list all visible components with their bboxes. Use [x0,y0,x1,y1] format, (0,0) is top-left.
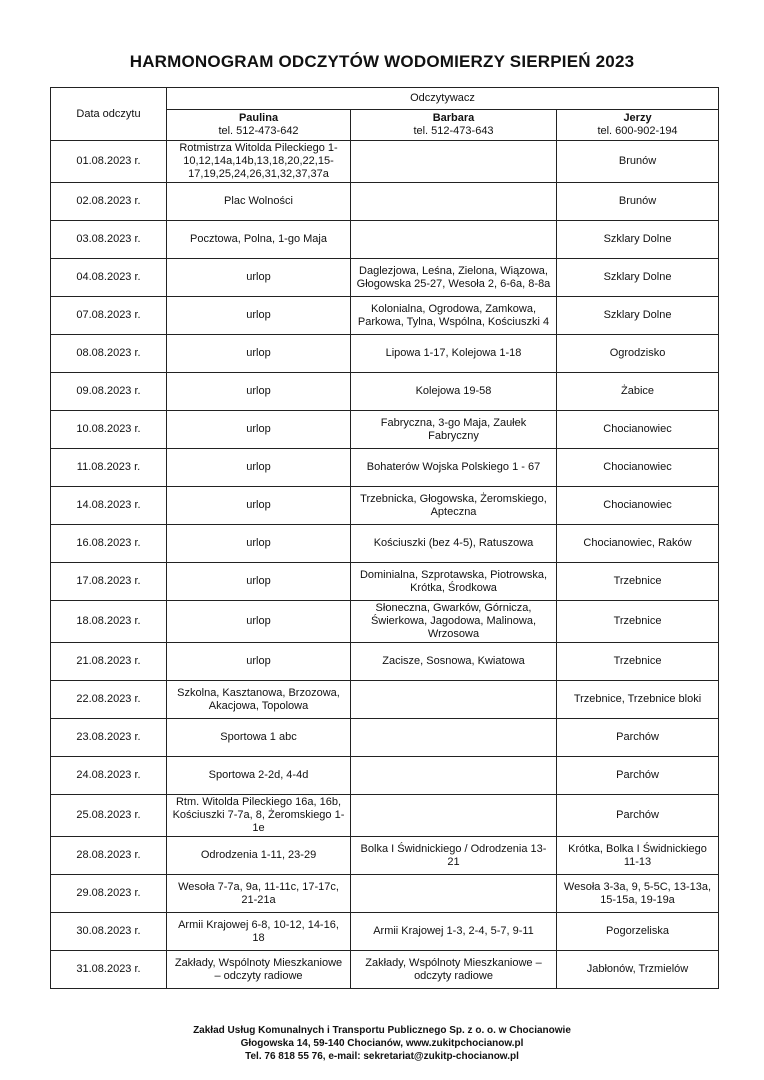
paulina-cell: Armii Krajowej 6-8, 10-12, 14-16, 18 [167,913,351,951]
barbara-cell [351,719,557,757]
jerzy-cell: Jabłonów, Trzmielów [557,951,719,989]
paulina-cell: urlop [167,563,351,601]
barbara-cell: Trzebnicka, Głogowska, Żeromskiego, Apteczna [351,487,557,525]
table-row [51,913,719,951]
reader-header-barbara [351,110,557,141]
reader-name: Jerzy [623,112,652,124]
reader-name: Paulina [238,112,279,124]
date-cell: 16.08.2023 r. [51,525,167,563]
paulina-cell: urlop [167,411,351,449]
reader-phone: tel. 512-473-643 [413,125,494,137]
jerzy-cell: Trzebnice, Trzebnice bloki [557,681,719,719]
jerzy-cell: Brunów [557,183,719,221]
table-row [51,875,719,913]
table-row [51,719,719,757]
paulina-cell: Rtm. Witolda Pileckiego 16a, 16b, Kościuszki 7-7a, 8, Żeromskiego 1-1e [167,795,351,837]
paulina-cell: urlop [167,487,351,525]
date-cell: 14.08.2023 r. [51,487,167,525]
barbara-cell: Bolka I Świdnickiego / Odrodzenia 13-21 [351,837,557,875]
jerzy-cell: Szklary Dolne [557,297,719,335]
table-row [51,837,719,875]
barbara-cell: Zakłady, Wspólnoty Mieszkaniowe – odczyty radiowe [351,951,557,989]
table-row [51,601,719,643]
jerzy-cell: Chocianowiec, Raków [557,525,719,563]
footer-company-name: Zakład Usług Komunalnych i Transportu Publicznego Sp. z o. o. w Chocianowie [193,1025,571,1036]
jerzy-cell: Żabice [557,373,719,411]
date-cell: 03.08.2023 r. [51,221,167,259]
document-title: HARMONOGRAM ODCZYTÓW WODOMIERZY SIERPIEŃ 2023 [129,52,635,71]
date-cell: 07.08.2023 r. [51,297,167,335]
jerzy-cell: Chocianowiec [557,487,719,525]
jerzy-cell: Ogrodzisko [557,335,719,373]
reader-phone: tel. 512-473-642 [218,125,299,137]
table-row [51,795,719,837]
jerzy-cell: Trzebnice [557,643,719,681]
table-row [51,487,719,525]
jerzy-cell: Pogorzeliska [557,913,719,951]
table-row [51,563,719,601]
barbara-cell [351,141,557,183]
date-cell: 09.08.2023 r. [51,373,167,411]
date-cell: 23.08.2023 r. [51,719,167,757]
table-row [51,411,719,449]
barbara-cell [351,757,557,795]
jerzy-cell: Chocianowiec [557,411,719,449]
barbara-cell: Daglezjowa, Leśna, Zielona, Wiązowa, Głogowska 25-27, Wesoła 2, 6-6a, 8-8a [351,259,557,297]
date-cell: 30.08.2023 r. [51,913,167,951]
paulina-cell: Odrodzenia 1-11, 23-29 [167,837,351,875]
paulina-cell: Plac Wolności [167,183,351,221]
jerzy-cell: Trzebnice [557,601,719,643]
barbara-cell [351,221,557,259]
barbara-cell [351,795,557,837]
table-row [51,757,719,795]
footer-address: Głogowska 14, 59-140 Chocianów, www.zukitpchocianow.pl [240,1038,524,1049]
date-cell: 28.08.2023 r. [51,837,167,875]
jerzy-cell: Chocianowiec [557,449,719,487]
reader-phone: tel. 600-902-194 [597,125,678,137]
paulina-cell: urlop [167,525,351,563]
paulina-cell: Szkolna, Kasztanowa, Brzozowa, Akacjowa, Topolowa [167,681,351,719]
jerzy-cell: Parchów [557,719,719,757]
paulina-cell: urlop [167,373,351,411]
paulina-cell: Pocztowa, Polna, 1-go Maja [167,221,351,259]
barbara-cell [351,681,557,719]
barbara-cell: Fabryczna, 3-go Maja, Zaułek Fabryczny [351,411,557,449]
barbara-cell [351,875,557,913]
table-row [51,221,719,259]
barbara-cell: Kolonialna, Ogrodowa, Zamkowa, Parkowa, Tylna, Wspólna, Kościuszki 4 [351,297,557,335]
paulina-cell: urlop [167,601,351,643]
date-cell: 31.08.2023 r. [51,951,167,989]
reader-name: Barbara [432,112,475,124]
jerzy-cell: Trzebnice [557,563,719,601]
table-row [51,643,719,681]
paulina-cell: urlop [167,297,351,335]
date-cell: 21.08.2023 r. [51,643,167,681]
table-row [51,183,719,221]
paulina-cell: Zakłady, Wspólnoty Mieszkaniowe – odczyty radiowe [167,951,351,989]
paulina-cell: Sportowa 1 abc [167,719,351,757]
reader-header-jerzy [557,110,719,141]
date-cell: 11.08.2023 r. [51,449,167,487]
date-cell: 17.08.2023 r. [51,563,167,601]
jerzy-cell: Krótka, Bolka I Świdnickiego 11-13 [557,837,719,875]
reader-header-paulina [167,110,351,141]
jerzy-cell: Parchów [557,757,719,795]
date-column-header: Data odczytu [51,88,167,141]
date-cell: 10.08.2023 r. [51,411,167,449]
date-cell: 01.08.2023 r. [51,141,167,183]
barbara-cell: Kościuszki (bez 4-5), Ratuszowa [351,525,557,563]
date-cell: 22.08.2023 r. [51,681,167,719]
table-row [51,259,719,297]
paulina-cell: urlop [167,449,351,487]
date-cell: 25.08.2023 r. [51,795,167,837]
date-cell: 29.08.2023 r. [51,875,167,913]
barbara-cell: Kolejowa 19-58 [351,373,557,411]
table-row [51,335,719,373]
jerzy-cell: Szklary Dolne [557,259,719,297]
date-cell: 04.08.2023 r. [51,259,167,297]
date-cell: 18.08.2023 r. [51,601,167,643]
company-footer [0,1024,764,1063]
table-row [51,297,719,335]
barbara-cell: Dominialna, Szprotawska, Piotrowska, Krótka, Środkowa [351,563,557,601]
date-cell: 02.08.2023 r. [51,183,167,221]
table-row [51,449,719,487]
table-row [51,373,719,411]
table-row [51,951,719,989]
table-row [51,525,719,563]
footer-contact: Tel. 76 818 55 76, e-mail: sekretariat@zukitp-chocianow.pl [245,1051,519,1062]
jerzy-cell: Szklary Dolne [557,221,719,259]
jerzy-cell: Brunów [557,141,719,183]
date-cell: 24.08.2023 r. [51,757,167,795]
schedule-body [51,141,719,989]
paulina-cell: urlop [167,335,351,373]
jerzy-cell: Wesoła 3-3a, 9, 5-5C, 13-13a, 15-15a, 19-19a [557,875,719,913]
barbara-cell: Lipowa 1-17, Kolejowa 1-18 [351,335,557,373]
jerzy-cell: Parchów [557,795,719,837]
paulina-cell: Sportowa 2-2d, 4-4d [167,757,351,795]
barbara-cell: Armii Krajowej 1-3, 2-4, 5-7, 9-11 [351,913,557,951]
table-row [51,141,719,183]
paulina-cell: urlop [167,259,351,297]
reader-group-header: Odczytywacz [167,88,719,110]
paulina-cell: urlop [167,643,351,681]
reading-schedule-table [50,87,719,989]
paulina-cell: Wesoła 7-7a, 9a, 11-11c, 17-17c, 21-21a [167,875,351,913]
paulina-cell: Rotmistrza Witolda Pileckiego 1-10,12,14a,14b,13,18,20,22,15-17,19,25,24,26,31,32,37,37a [167,141,351,183]
barbara-cell [351,183,557,221]
barbara-cell: Zacisze, Sosnowa, Kwiatowa [351,643,557,681]
date-cell: 08.08.2023 r. [51,335,167,373]
barbara-cell: Słoneczna, Gwarków, Górnicza, Świerkowa, Jagodowa, Malinowa, Wrzosowa [351,601,557,643]
table-row [51,681,719,719]
barbara-cell: Bohaterów Wojska Polskiego 1 - 67 [351,449,557,487]
